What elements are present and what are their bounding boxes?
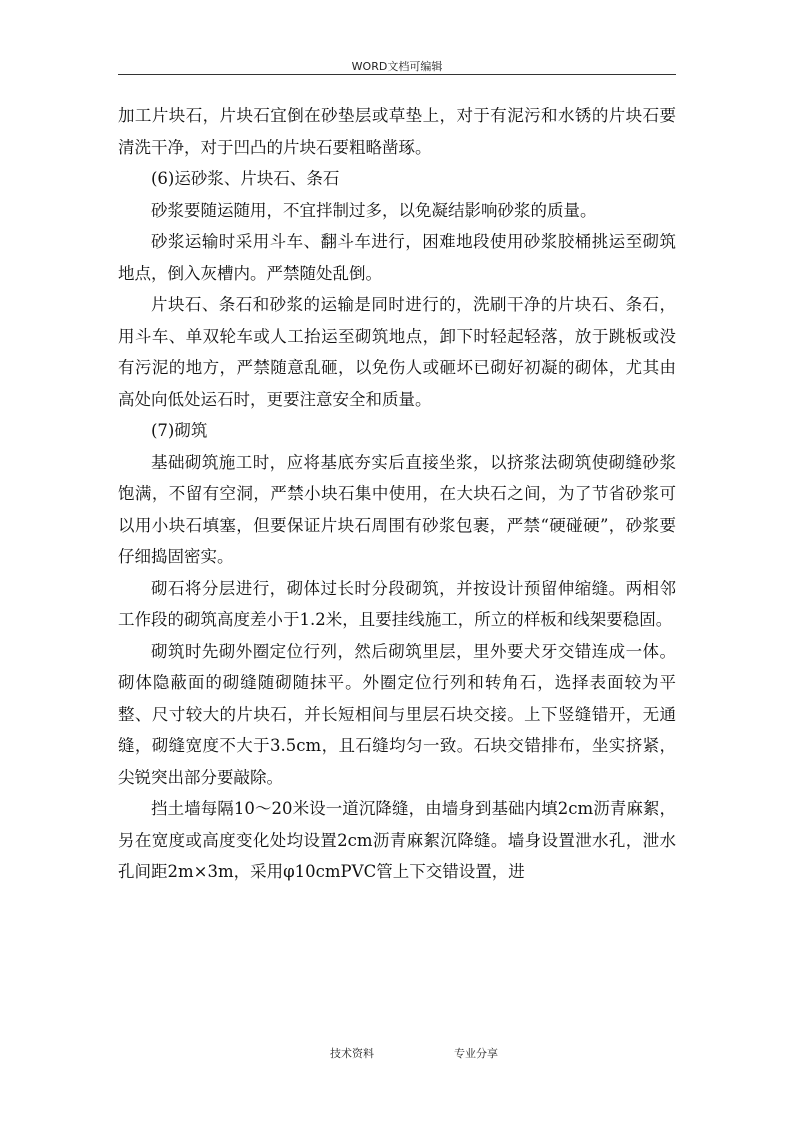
footer-left-text: 技术资料 <box>330 1047 374 1060</box>
header-rule <box>118 74 676 75</box>
paragraph: 砂浆要随运随用，不宜拌制过多，以免凝结影响砂浆的质量。 <box>151 200 597 220</box>
paragraph: 砌筑时先砌外圈定位行列，然后砌筑里层，里外要犬牙交错连成一体。砌体隐蔽面的砌缝随砌随抹平。外圈定位行列和转角石，选择表面较为平整、尺寸较大的片块石，并长短相间与里层石块交接。上下竖缝错开，无通缝，砌缝宽度不大于3.5cm，且石缝均匀一致。石块交错排布，坐实挤紧，尖锐突出部分要敲除。 <box>118 641 676 787</box>
section-heading: (6)运砂浆、片块石、条石 <box>151 169 340 188</box>
document-body <box>118 100 676 888</box>
section-heading: (7)砌筑 <box>151 421 208 440</box>
paragraph: 加工片块石，片块石宜倒在砂垫层或草垫上，对于有泥污和水锈的片块石要清洗干净，对于凹凸的片块石要粗略凿琢。 <box>118 106 676 157</box>
paragraph: 片块石、条石和砂浆的运输是同时进行的，洗刷干净的片块石、条石，用斗车、单双轮车或人工抬运至砌筑地点，卸下时轻起轻落，放于跳板或没有污泥的地方，严禁随意乱砸，以免伤人或砸坏已砌好初凝的砌体，尤其由高处向低处运石时，更要注意安全和质量。 <box>118 295 676 409</box>
paragraph: 挡土墙每隔10～20米设一道沉降缝，由墙身到基础内填2cm沥青麻絮，另在宽度或高度变化处均设置2cm沥青麻絮沉降缝。墙身设置泄水孔，泄水孔间距2m×3m，采用φ10cmPVC管上下交错设置，进 <box>118 799 676 881</box>
paragraph: 基础砌筑施工时，应将基底夯实后直接坐浆，以挤浆法砌筑使砌缝砂浆饱满，不留有空洞，严禁小块石集中使用，在大块石之间，为了节省砂浆可以用小块石填塞，但要保证片块石周围有砂浆包裹，严禁“硬碰硬”，砂浆要仔细捣固密实。 <box>118 452 676 566</box>
paragraph: 砌石将分层进行，砌体过长时分段砌筑，并按设计预留伸缩缝。两相邻工作段的砌筑高度差小于1.2米，且要挂线施工，所立的样板和线架要稳固。 <box>118 578 676 629</box>
footer-right-text: 专业分享 <box>454 1047 498 1060</box>
page-header: WORD文档可编辑 <box>351 60 443 73</box>
paragraph: 砂浆运输时采用斗车、翻斗车进行，困难地段使用砂浆胶桶挑运至砌筑地点，倒入灰槽内。严禁随处乱倒。 <box>118 232 676 283</box>
